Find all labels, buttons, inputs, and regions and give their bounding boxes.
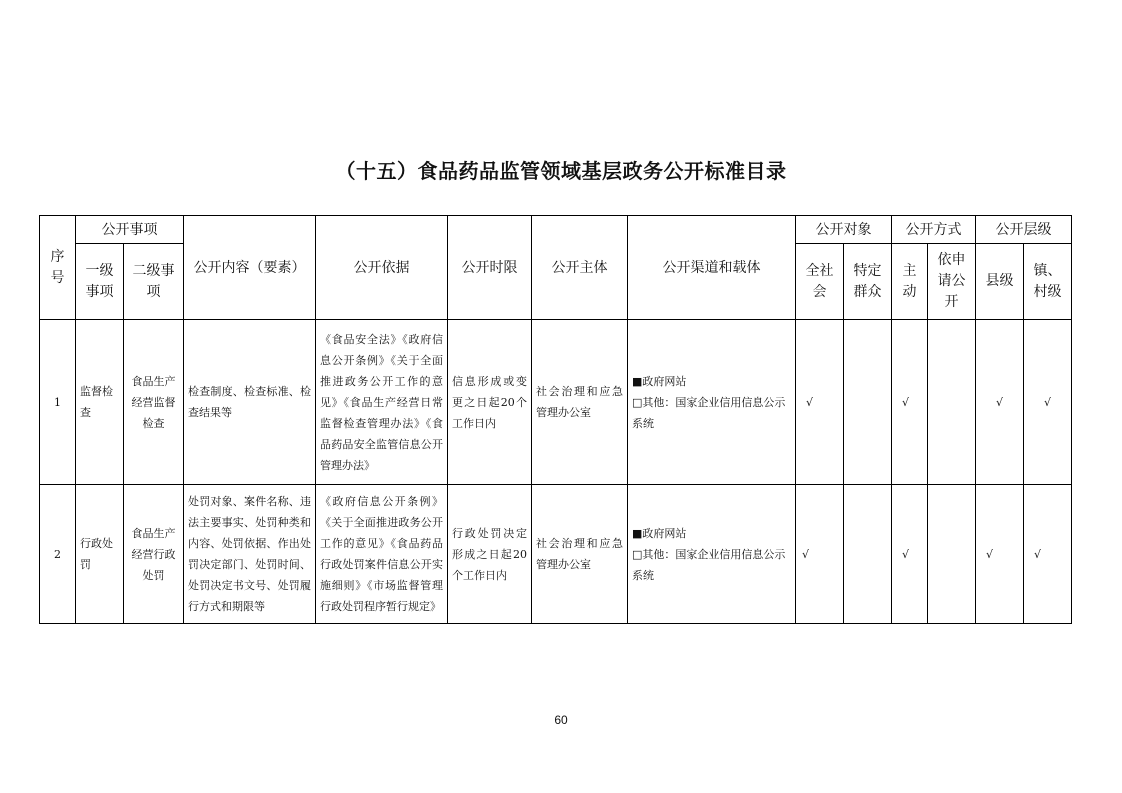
header-items: 公开事项	[76, 216, 184, 244]
cell-level-county: √	[976, 485, 1024, 624]
header-target-specific: 特定群众	[844, 244, 892, 320]
cell-target-specific	[844, 320, 892, 485]
channel-other: □其他：国家企业信用信息公示系统	[632, 395, 786, 430]
header-time-limit: 公开时限	[448, 216, 532, 320]
cell-content: 检查制度、检查标准、检查结果等	[184, 320, 316, 485]
header-target-all: 全社会	[796, 244, 844, 320]
cell-level1: 行政处罚	[76, 485, 124, 624]
cell-level2: 食品生产经营监督检查	[124, 320, 184, 485]
cell-subject: 社会治理和应急管理办公室	[532, 320, 628, 485]
channel-gov-website: ■政府网站	[632, 526, 687, 540]
header-target: 公开对象	[796, 216, 892, 244]
table-row	[40, 320, 1072, 485]
cell-channel	[628, 485, 796, 624]
page-number: 60	[554, 713, 568, 727]
header-method: 公开方式	[892, 216, 976, 244]
cell-basis: 《政府信息公开条例》《关于全面推进政务公开工作的意见》《食品药品行政处罚案件信息公开实施细则》《市场监督管理行政处罚程序暂行规定》	[316, 485, 448, 624]
header-channel: 公开渠道和载体	[628, 216, 796, 320]
cell-basis: 《食品安全法》《政府信息公开条例》《关于全面推进政务公开工作的意见》《食品生产经营日常监督检查管理办法》《食品药品安全监管信息公开管理办法》	[316, 320, 448, 485]
table-row	[40, 485, 1072, 624]
cell-level-town: √	[1024, 320, 1072, 485]
standard-catalog-table	[39, 215, 1072, 624]
header-level2: 二级事项	[124, 244, 184, 320]
header-seq: 序号	[40, 216, 76, 320]
cell-time-limit: 信息形成或变更之日起20个工作日内	[448, 320, 532, 485]
cell-level1: 监督检查	[76, 320, 124, 485]
cell-channel	[628, 320, 796, 485]
cell-time-limit: 行政处罚决定形成之日起20个工作日内	[448, 485, 532, 624]
cell-target-all: √	[796, 320, 844, 485]
cell-method-active: √	[892, 320, 928, 485]
cell-seq: 2	[40, 485, 76, 624]
cell-method-active: √	[892, 485, 928, 624]
channel-gov-website: ■政府网站	[632, 374, 687, 388]
cell-target-specific	[844, 485, 892, 624]
cell-level-town: √	[1024, 485, 1072, 624]
page-title: （十五）食品药品监管领域基层政务公开标准目录	[335, 159, 787, 183]
cell-content: 处罚对象、案件名称、违法主要事实、处罚种类和内容、处罚依据、作出处罚决定部门、处罚时间、处罚决定书文号、处罚履行方式和期限等	[184, 485, 316, 624]
header-method-apply: 依申请公开	[928, 244, 976, 320]
header-level: 公开层级	[976, 216, 1072, 244]
cell-subject: 社会治理和应急管理办公室	[532, 485, 628, 624]
header-level1: 一级事项	[76, 244, 124, 320]
cell-method-apply	[928, 320, 976, 485]
header-method-active: 主动	[892, 244, 928, 320]
header-level-town: 镇、村级	[1024, 244, 1072, 320]
header-content: 公开内容（要素）	[184, 216, 316, 320]
cell-method-apply	[928, 485, 976, 624]
cell-target-all: √	[796, 485, 844, 624]
cell-level-county: √	[976, 320, 1024, 485]
header-level-county: 县级	[976, 244, 1024, 320]
channel-other: □其他：国家企业信用信息公示系统	[632, 547, 786, 582]
cell-level2: 食品生产经营行政处罚	[124, 485, 184, 624]
cell-seq: 1	[40, 320, 76, 485]
header-basis: 公开依据	[316, 216, 448, 320]
header-subject: 公开主体	[532, 216, 628, 320]
